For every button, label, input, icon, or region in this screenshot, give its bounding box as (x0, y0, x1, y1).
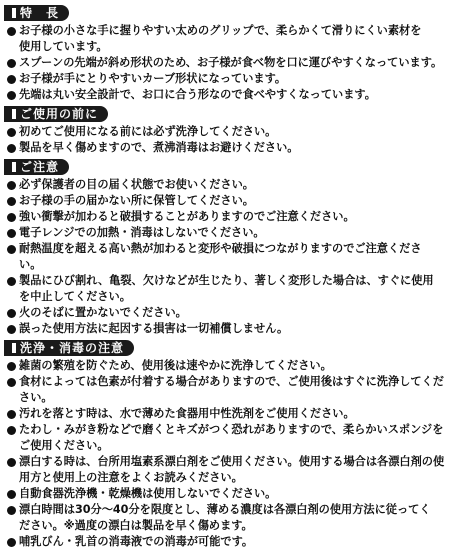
heading-label: 特 長 (20, 6, 60, 20)
list-item: お子様の手の届かない所に保管してください。 (6, 193, 459, 209)
heading-bar (12, 109, 16, 119)
list-item: 先端は丸い安全設計で、お口に合う形なので食べやすくなっています。 (6, 87, 459, 103)
section-caution (6, 156, 459, 337)
list-item: 漂白時間は30分〜40分を限度とし、薄める濃度は各漂白剤の使用方法に従ってく ださい。※過度の漂白は製品を早く傷めます。 (6, 502, 459, 534)
list-item: たわし・みがき粉などで磨くとキズがつく恐れがありますので、柔らかいスポンジを ご使用ください。 (6, 422, 459, 454)
list-item: 雑菌の繁殖を防ぐため、使用後は速やかに洗浄してください。 (6, 358, 459, 374)
list-item: 必ず保護者の目の届く状態でお使いください。 (6, 177, 459, 193)
section-features (6, 2, 459, 103)
caution-list (6, 177, 459, 337)
list-item: 火のそばに置かないでください。 (6, 305, 459, 321)
list-item: 強い衝撃が加わると破損することがありますのでご注意ください。 (6, 209, 459, 225)
list-item: スプーンの先端が斜め形状のため、お子様が食べ物を口に運びやすくなっています。 (6, 55, 459, 71)
list-item: お子様の小さな手に握りやすい太めのグリップで、柔らかくて滑りにくい素材を 使用しています。 (6, 23, 459, 55)
list-item: 食材によっては色素が付着する場合がありますので、ご使用後はすぐに洗浄してくだ さい。 (6, 374, 459, 406)
heading-bar (12, 343, 16, 353)
list-item: 汚れを落とす時は、水で薄めた食器用中性洗剤をご使用ください。 (6, 406, 459, 422)
list-item: 漂白する時は、台所用塩素系漂白剤をご使用ください。使用する場合は各漂白剤の使 用方と使用上の注意をよくお読みください。 (6, 454, 459, 486)
list-item: 自動食器洗浄機・乾燥機は使用しないでください。 (6, 486, 459, 502)
heading-label: 洗浄・消毒の注意 (20, 341, 125, 355)
before-use-list (6, 124, 459, 156)
list-item: お子様が手にとりやすいカーブ形状になっています。 (6, 71, 459, 87)
list-item: 耐熱温度を超える高い熱が加わると変形や破損につながりますのでご注意くださ い。 (6, 241, 459, 273)
heading-bar (12, 8, 16, 18)
section-heading-caution (4, 159, 69, 175)
heading-bar (12, 162, 16, 172)
section-heading-cleaning (4, 340, 134, 356)
heading-label: ご注意 (20, 160, 60, 174)
section-heading-before-use (4, 106, 108, 122)
list-item: 哺乳びん・乳首の消毒液での消毒が可能です。 (6, 534, 459, 550)
list-item: 電子レンジでの加熱・消毒はしないでください。 (6, 225, 459, 241)
features-list (6, 23, 459, 103)
section-before-use (6, 103, 459, 156)
cleaning-list (6, 358, 459, 550)
heading-label: ご使用の前に (20, 107, 99, 121)
list-item: 初めてご使用になる前には必ず洗浄してください。 (6, 124, 459, 140)
list-item: 誤った使用方法に起因する損害は一切補償しません。 (6, 321, 459, 337)
list-item: 製品にひび割れ、亀裂、欠けなどが生じたり、著しく変形した場合は、すぐに使用 を中止してください。 (6, 273, 459, 305)
list-item: 製品を早く傷めますので、煮沸消毒はお避けください。 (6, 140, 459, 156)
section-heading-features (4, 5, 69, 21)
section-cleaning (6, 337, 459, 550)
